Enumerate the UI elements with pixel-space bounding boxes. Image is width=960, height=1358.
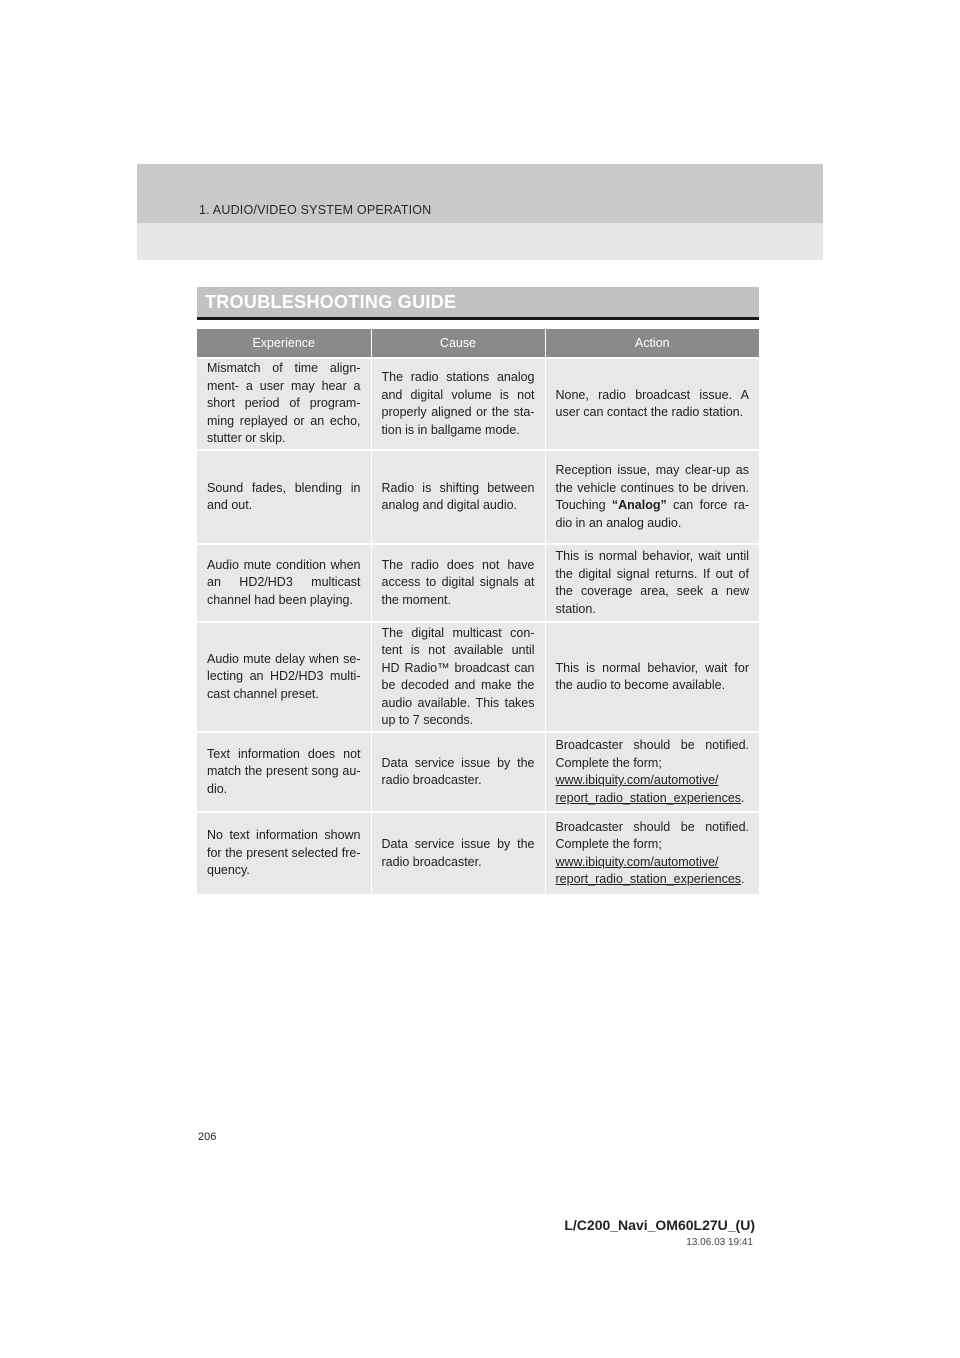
table-row [197, 358, 759, 450]
action-text-end: can force ra-dio in an analog audio. [555, 498, 750, 530]
action-text: Broadcaster should be notified. Complete the form; [555, 819, 749, 851]
analog-button-label: “Analog” [611, 498, 667, 512]
table-row [197, 812, 759, 894]
period: . [741, 872, 745, 886]
page-number: 206 [198, 1131, 217, 1143]
column-header-cause: Cause [371, 329, 545, 358]
cause-cell: The radio stations analog and digital volume is not properly aligned or the sta-tion is in ballgame mode. [371, 358, 545, 450]
experience-cell: Mismatch of time align-ment- a user may hear a short period of program-ming replayed or an echo, stutter or skip. [197, 358, 371, 450]
feedback-link-path[interactable]: report_radio_station_experiences [555, 872, 742, 886]
action-cell: This is normal behavior, wait until the digital signal returns. If out of the coverage area, seek a new station. [545, 544, 759, 622]
section-title: TROUBLESHOOTING GUIDE [205, 292, 457, 312]
action-cell [545, 812, 759, 894]
table-row [197, 544, 759, 622]
experience-cell: Sound fades, blending in and out. [197, 450, 371, 544]
cause-cell: Data service issue by the radio broadcaster. [371, 812, 545, 894]
troubleshooting-table [197, 329, 759, 894]
action-text: Broadcaster should be notified. Complete the form; [555, 738, 749, 770]
header-bar [137, 164, 823, 223]
feedback-link[interactable]: www.ibiquity.com/automotive/ [555, 854, 719, 869]
document-date: 13.06.03 19:41 [686, 1237, 753, 1248]
chapter-title: 1. AUDIO/VIDEO SYSTEM OPERATION [199, 203, 432, 217]
feedback-link[interactable]: www.ibiquity.com/automotive/ [555, 773, 719, 787]
action-cell: This is normal behavior, wait for the audio to become available. [545, 622, 759, 732]
cause-cell: Data service issue by the radio broadcaster. [371, 732, 545, 812]
cause-cell: The digital multicast con-tent is not available until HD Radio™ broadcast can be decoded and make the audio available. This takes up to 7 seconds. [371, 622, 545, 732]
action-cell [545, 450, 759, 544]
cause-cell: Radio is shifting between analog and digital audio. [371, 450, 545, 544]
experience-cell: Audio mute condition when an HD2/HD3 multicast channel had been playing. [197, 544, 371, 622]
table-row [197, 732, 759, 812]
table-header-row [197, 329, 759, 358]
action-cell: None, radio broadcast issue. A user can contact the radio station. [545, 358, 759, 450]
table-row [197, 622, 759, 732]
action-cell [545, 732, 759, 812]
experience-cell: Audio mute delay when se-lecting an HD2/HD3 multi-cast channel preset. [197, 622, 371, 732]
document-code: L/C200_Navi_OM60L27U_(U) [564, 1217, 755, 1233]
cause-cell: The radio does not have access to digital signals at the moment. [371, 544, 545, 622]
experience-cell: No text information shown for the present selected fre-quency. [197, 812, 371, 894]
column-header-experience: Experience [197, 329, 371, 358]
feedback-link-path[interactable]: report_radio_station_experiences [555, 790, 742, 805]
header-band [137, 164, 823, 260]
column-header-action: Action [545, 329, 759, 358]
period: . [741, 790, 745, 805]
table-row [197, 450, 759, 544]
action-text: Reception issue, may clear-up as the vehicle continues to be driven. Touching [555, 463, 749, 512]
experience-cell: Text information does not match the present song au-dio. [197, 732, 371, 812]
section-banner [197, 287, 759, 320]
